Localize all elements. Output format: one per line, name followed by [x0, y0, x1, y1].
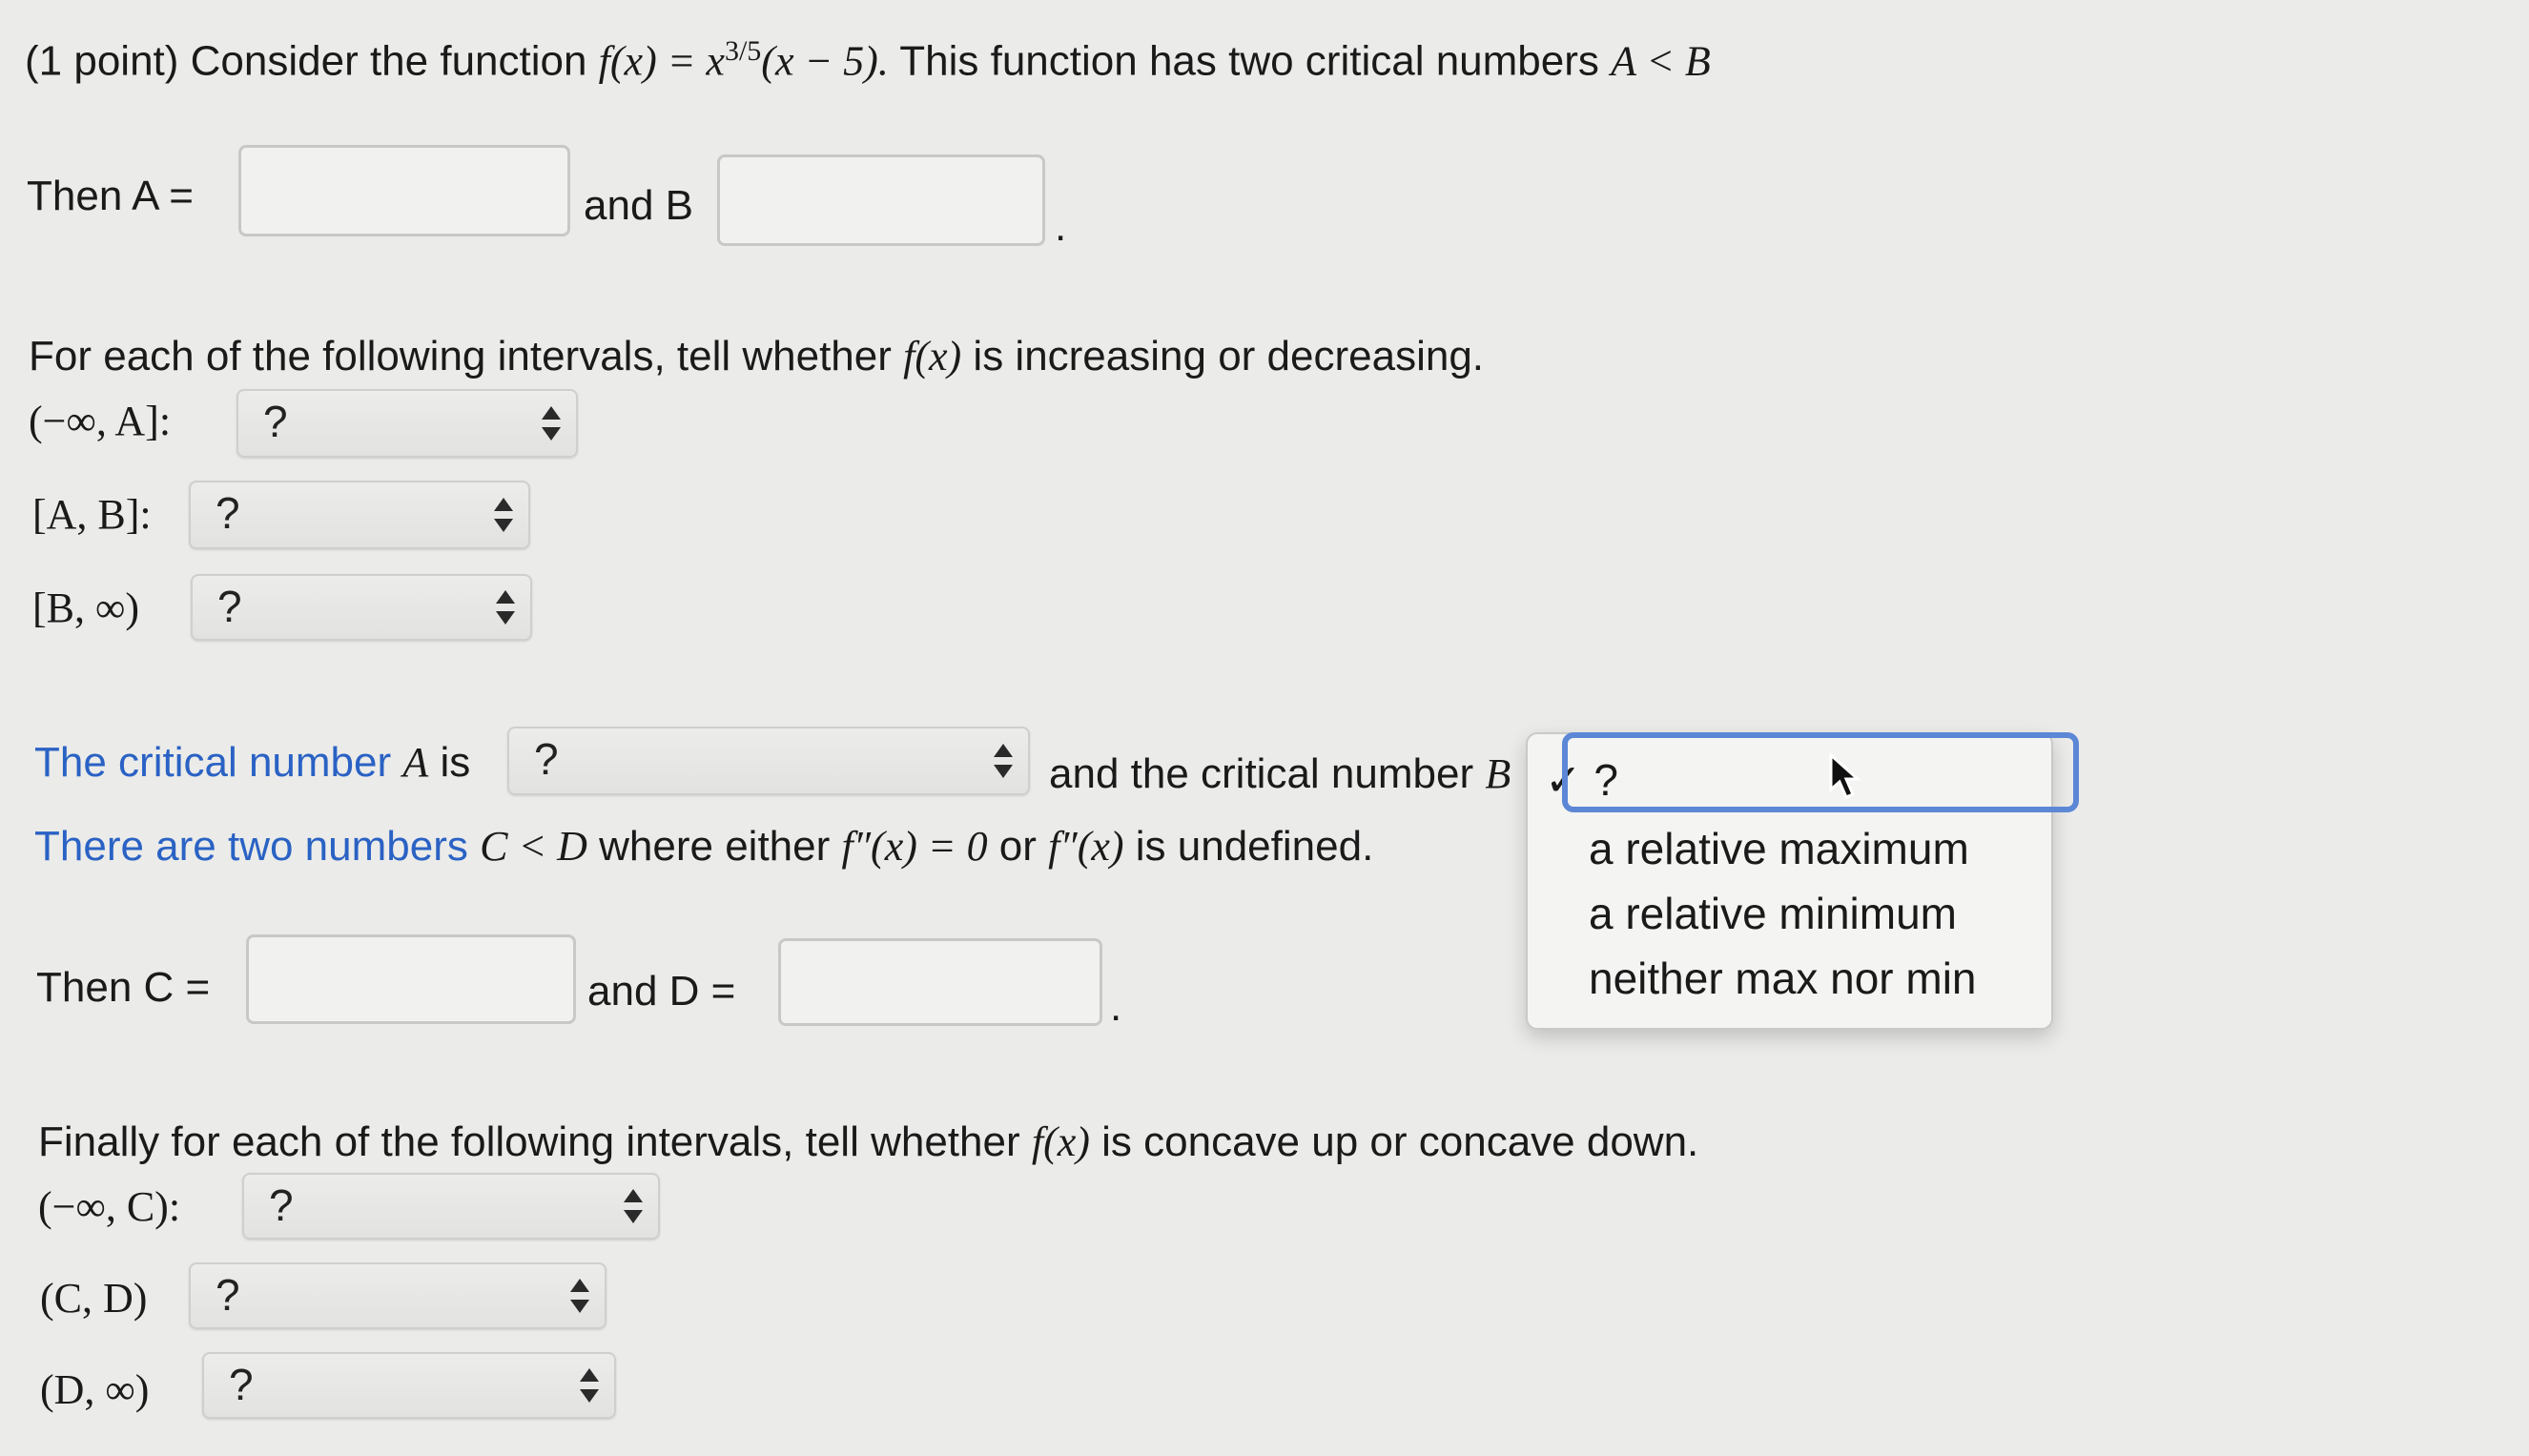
concavity-label-2: (C, D): [40, 1275, 148, 1322]
interval-label-1: (−∞, A]:: [29, 398, 172, 444]
concavity-label-3: (D, ∞): [40, 1366, 150, 1413]
interval-label-3: [B, ∞): [32, 584, 140, 631]
inflection-prompt: There are two numbers C < D where either f″(x) = 0 or f″(x) is undefined.: [34, 823, 1374, 870]
updown-arrow-icon: [492, 494, 515, 536]
critical-order: A < B: [1611, 37, 1711, 85]
and-b-label: and B: [584, 182, 693, 229]
function-expression: f(x) = x: [598, 37, 725, 85]
then-a-label: Then A =: [27, 173, 194, 219]
exponent: 3/5: [724, 35, 762, 67]
classify-a-select[interactable]: ?: [507, 727, 1030, 795]
period: .: [1055, 203, 1067, 250]
concavity-prompt: Finally for each of the following intervals, tell whether f(x) is concave up or concave down.: [38, 1118, 1699, 1165]
and-d-label: and D =: [587, 968, 736, 1015]
interval-label-2: [A, B]:: [32, 491, 152, 538]
classify-b-label: and the critical number B: [1049, 750, 1511, 797]
answer-a-input[interactable]: [238, 145, 570, 236]
updown-arrow-icon: [992, 740, 1015, 782]
concavity-select-2[interactable]: ?: [189, 1262, 607, 1329]
updown-arrow-icon: [540, 402, 563, 444]
concavity-label-1: (−∞, C):: [38, 1183, 181, 1230]
then-c-label: Then C =: [36, 964, 211, 1011]
classify-b-select-focus-ring[interactable]: [1562, 732, 2079, 812]
updown-arrow-icon: [622, 1185, 645, 1227]
dropdown-option-relative-minimum[interactable]: a relative minimum: [1589, 889, 1957, 938]
answer-c-input[interactable]: [246, 934, 576, 1024]
monotonic-select-1[interactable]: ?: [236, 389, 578, 458]
updown-arrow-icon: [578, 1364, 601, 1406]
updown-arrow-icon: [494, 586, 517, 628]
classify-a-label: The critical number A is: [34, 739, 471, 786]
monotonic-prompt: For each of the following intervals, tell whether f(x) is increasing or decreasing.: [29, 333, 1485, 379]
dropdown-option-neither[interactable]: neither max nor min: [1589, 954, 1977, 1003]
answer-d-input[interactable]: [778, 938, 1102, 1026]
mouse-cursor-icon: [1829, 753, 1861, 799]
concavity-select-1[interactable]: ?: [242, 1173, 660, 1240]
answer-b-input[interactable]: [717, 154, 1045, 246]
monotonic-select-3[interactable]: ?: [191, 574, 532, 641]
updown-arrow-icon: [568, 1275, 591, 1317]
dropdown-option-relative-maximum[interactable]: a relative maximum: [1589, 824, 1969, 873]
monotonic-select-2[interactable]: ?: [189, 481, 530, 549]
dropdown-checked-option[interactable]: ✓ ?: [1545, 755, 1618, 805]
problem-statement: (1 point) Consider the function $f(x) = x^{3/5}(x - 5)$. This function has two critical numbers A < B: [25, 35, 1711, 85]
concavity-select-3[interactable]: ?: [202, 1352, 616, 1419]
period-2: .: [1110, 983, 1122, 1030]
